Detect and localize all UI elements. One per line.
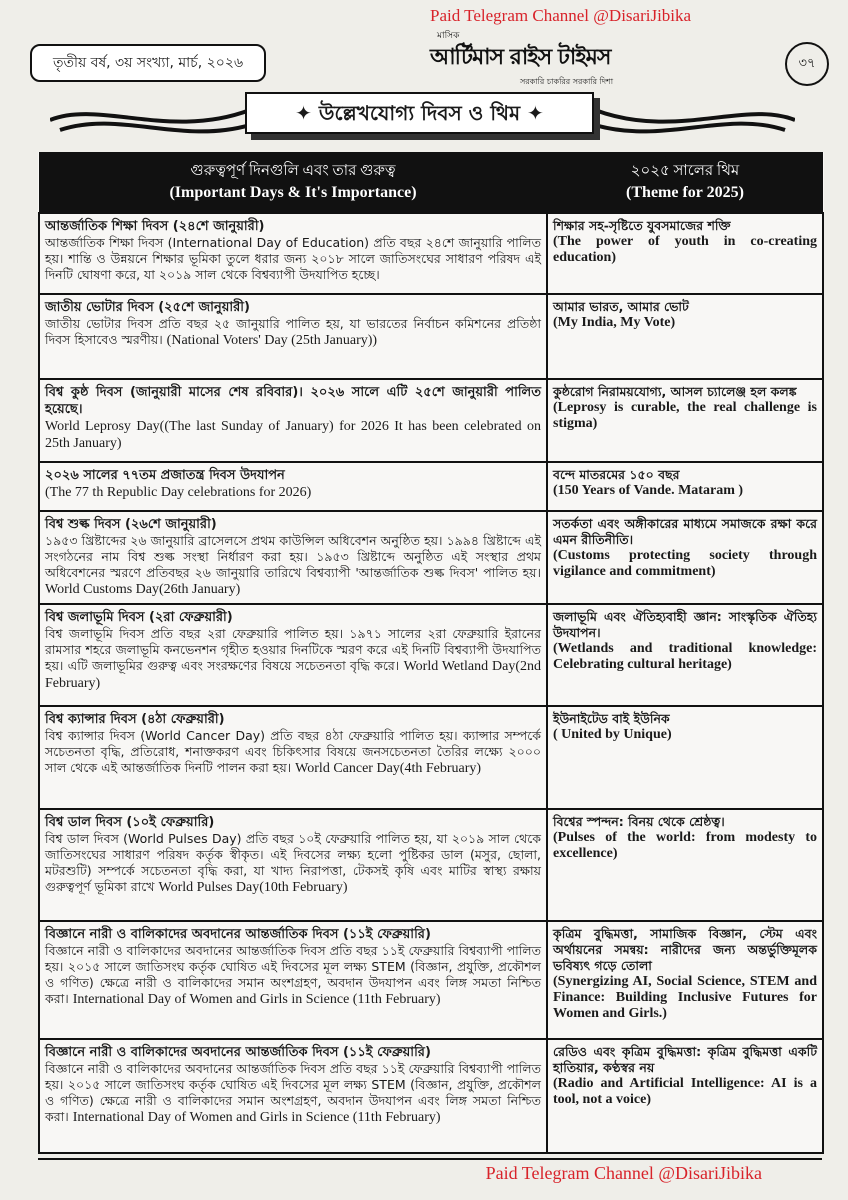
theme-english: (The power of youth in co-creating education) xyxy=(553,234,817,265)
theme-english: (Synergizing AI, Social Science, STEM and Finance: Building Inclusive Futures for Women and Girls.) xyxy=(553,974,817,1021)
table-row xyxy=(39,511,823,604)
day-description: বিশ্ব ক্যান্সার দিবস (World Cancer Day) প্রতি বছর ৪ঠা ফেব্রুয়ারি পালিত হয়। ক্যান্সার সম্পর্কে সচেতনতা বৃদ্ধি, প্রতিরোধ, শনাক্তকরণ এবং চিকিৎসার বিষয়ে জনসচেতনতা তৈরির লক্ষ্যে ২০০০ সাল থেকে এই আন্তর্জাতিক দিনটি পালন করা হয়। xyxy=(45,728,541,775)
day-english: World Pulses Day(10th February) xyxy=(158,880,348,895)
day-english: World Customs Day(26th January) xyxy=(45,582,241,597)
theme-english: (Leprosy is curable, the real challenge is stigma) xyxy=(553,400,817,431)
day-cell xyxy=(39,809,547,921)
brand-tag: মাসিক xyxy=(437,31,460,41)
day-cell xyxy=(39,213,547,294)
theme-cell xyxy=(547,379,823,462)
day-title: বিজ্ঞানে নারী ও বালিকাদের অবদানের আন্তর্জাতিক দিবস (১১ই ফেব্রুয়ারি) xyxy=(45,927,431,942)
day-cell xyxy=(39,604,547,706)
day-description: বিশ্ব ডাল দিবস (World Pulses Day) প্রতি বছর ১০ই ফেব্রুয়ারি পালিত হয়, যা ২০১৯ সাল থেকে জাতিসংঘের সাধারণ পরিষদ কর্তৃক স্বীকৃত। এই দিবসের লক্ষ্য হলো পুষ্টিকর ডাল (মসুর, ছোলা, মটরশুটি) সম্পর্কে সচেতনতা বৃদ্ধি করা, যা খাদ্য নিরাপত্তা, টেকসই কৃষি এবং মাটির স্বাস্থ্য রক্ষায় গুরুত্বপূর্ণ ভূমিকা রাখে xyxy=(45,831,541,894)
theme-bengali: রেডিও এবং কৃত্রিম বুদ্ধিমত্তা: কৃত্রিম বুদ্ধিমত্তা একটি হাতিয়ার, কণ্ঠস্বর নয় xyxy=(553,1044,817,1075)
theme-cell xyxy=(547,511,823,604)
watermark-bottom: Paid Telegram Channel @DisariJibika xyxy=(485,1163,762,1183)
left-swirl-ornament xyxy=(50,100,250,140)
theme-bengali: বিশ্বের স্পন্দন: বিনয় থেকে শ্রেষ্ঠত্ব। xyxy=(553,814,725,829)
day-english: World Wetland Day(2nd February) xyxy=(45,659,541,691)
theme-bengali: কুষ্ঠরোগ নিরাময়যোগ্য, আসল চ্যালেঞ্জ হল কলঙ্ক xyxy=(553,384,797,399)
day-description: আন্তর্জাতিক শিক্ষা দিবস (International Day of Education) প্রতি বছর ২৪শে জানুয়ারি পালিত হয়। শান্তি ও উন্নয়নে শিক্ষার ভূমিকা তুলে ধরার জন্য ২০১৮ সালে জাতিসংঘের সাধারণ পরিষদ এই দিনটি ঘোষণা করে, যা ২০১৯ সাল থেকে বিশ্বব্যাপী উদযাপিত হচ্ছে। xyxy=(45,235,541,282)
day-english: (The 77 th Republic Day celebrations for 2026) xyxy=(45,485,312,500)
day-title: বিশ্ব শুল্ক দিবস (২৬শে জানুয়ারী) xyxy=(45,517,217,532)
day-title: আন্তর্জাতিক শিক্ষা দিবস (২৪শে জানুয়ারী) xyxy=(45,219,265,234)
day-cell xyxy=(39,462,547,511)
day-cell xyxy=(39,706,547,809)
brand-subtitle: সরকারি চাকরির সরকারি দিশা xyxy=(520,77,614,86)
theme-bengali: আমার ভারত, আমার ভোট xyxy=(553,299,689,314)
day-english: International Day of Women and Girls in Science (11th February) xyxy=(72,1110,441,1125)
day-cell xyxy=(39,921,547,1039)
theme-cell xyxy=(547,462,823,511)
day-cell xyxy=(39,1039,547,1153)
watermark-top: Paid Telegram Channel @DisariJibika xyxy=(430,6,692,25)
theme-cell xyxy=(547,604,823,706)
table-row xyxy=(39,462,823,511)
table-row xyxy=(39,604,823,706)
day-cell xyxy=(39,294,547,379)
day-title: জাতীয় ভোটার দিবস (২৫শে জানুয়ারী) xyxy=(45,300,250,315)
theme-bengali: বন্দে মাতরমের ১৫০ বছর xyxy=(553,467,680,482)
theme-bengali: জলাভূমি এবং ঐতিহ্যবাহী জ্ঞান: সাংস্কৃতিক ঐতিহ্য উদযাপন। xyxy=(553,609,817,640)
table-row xyxy=(39,294,823,379)
page-number: ৩৭ xyxy=(785,42,829,86)
table-row xyxy=(39,213,823,294)
bottom-rule xyxy=(38,1158,822,1160)
section-title: ✦ উল্লেখযোগ্য দিবস ও থিম ✦ xyxy=(245,92,594,134)
theme-bengali: কৃত্রিম বুদ্ধিমত্তা, সামাজিক বিজ্ঞান, স্টেম এবং অর্থায়নের সমন্বয়: নারীদের জন্য অন্তর্ভুক্তিমূলক ভবিষ্যৎ গড়ে তোলা xyxy=(553,926,817,973)
column-header-theme: ২০২৫ সালের থিম (Theme for 2025) xyxy=(547,152,823,213)
day-english: World Cancer Day(4th February) xyxy=(295,761,482,776)
column-header-days: গুরুত্বপূর্ণ দিনগুলি এবং তার গুরুত্ব (Important Days & It's Importance) xyxy=(39,152,547,213)
day-cell xyxy=(39,379,547,462)
theme-cell xyxy=(547,706,823,809)
theme-english: (Customs protecting society through vigilance and commitment) xyxy=(553,548,817,579)
day-description: বিজ্ঞানে নারী ও বালিকাদের অবদানের আন্তর্জাতিক দিবস প্রতি বছর ১১ই ফেব্রুয়ারি বিশ্বব্যাপী পালিত হয়। ২০১৫ সালে জাতিসংঘ কর্তৃক ঘোষিত এই দিবসের মূল লক্ষ্য STEM (বিজ্ঞান, প্রযুক্তি, প্রকৌশল ও গণিত) ক্ষেত্রে নারী ও বালিকাদের সমান অংশগ্রহণ, অবদান উদযাপন এবং লিঙ্গ সমতা নিশ্চিত করা। xyxy=(45,943,541,1006)
theme-english: (Wetlands and traditional knowledge: Celebrating cultural heritage) xyxy=(553,641,817,672)
day-title: বিশ্ব কুষ্ঠ দিবস (জানুয়ারী মাসের শেষ রবিবার)। ২০২৬ সালে এটি ২৫শে জানুয়ারী পালিত হয়েছে। xyxy=(45,385,541,417)
day-english: International Day of Women and Girls in Science (11th February) xyxy=(72,992,441,1007)
main-content xyxy=(38,152,822,1184)
theme-bengali: শিক্ষার সহ-সৃষ্টিতে যুবসমাজের শক্তি xyxy=(553,218,731,233)
theme-english: (Radio and Artificial Intelligence: AI is a tool, not a voice) xyxy=(553,1076,817,1107)
table-row xyxy=(39,379,823,462)
issue-label: তৃতীয় বর্ষ, ৩য় সংখ্যা, মার্চ, ২০২৬ xyxy=(30,44,266,82)
important-days-table xyxy=(38,152,824,1154)
theme-bengali: সতর্কতা এবং অঙ্গীকারের মাধ্যমে সমাজকে রক্ষা করে এমন রীতিনীতি। xyxy=(553,516,817,547)
theme-english: (150 Years of Vande. Mataram ) xyxy=(553,483,744,498)
day-description: ১৯৫৩ খ্রিষ্টাব্দের ২৬ জানুয়ারি ব্রাসেলসে প্রথম কাউন্সিল অধিবেশন অনুষ্ঠিত হয়। ১৯৯৪ খ্রিষ্টাব্দে এই সংগঠনের নাম বিশ্ব শুল্ক সংস্থা নির্ধারণ করা হয়। ১৯৫৩ খ্রিষ্টাব্দে অনুষ্ঠিত এই সংস্থার প্রথম অধিবেশনের স্মরণে প্রতিবছর ২৬ জানুয়ারি তারিখে বিশ্বব্যাপী 'আন্তর্জাতিক শুল্ক দিবস' পালিত হয়। xyxy=(45,533,541,580)
theme-cell xyxy=(547,213,823,294)
day-title: বিশ্ব ডাল দিবস (১০ই ফেব্রুয়ারি) xyxy=(45,815,215,830)
theme-cell xyxy=(547,921,823,1039)
day-description: জাতীয় ভোটার দিবস প্রতি বছর ২৫ জানুয়ারি পালিত হয়, যা ভারতের নির্বাচন কমিশনের প্রতিষ্ঠা দিবস হিসাবেও স্মরণীয়। xyxy=(45,316,541,347)
day-title: বিশ্ব জলাভূমি দিবস (২রা ফেব্রুয়ারী) xyxy=(45,610,233,625)
table-row xyxy=(39,706,823,809)
theme-cell xyxy=(547,809,823,921)
magazine-logo: আর্টিমাস রাইস টাইমস xyxy=(430,45,611,70)
theme-english: (My India, My Vote) xyxy=(553,315,676,330)
table-row xyxy=(39,809,823,921)
day-description: বিশ্ব জলাভূমি দিবস প্রতি বছর ২রা ফেব্রুয়ারি পালিত হয়। ১৯৭১ সালের ২রা ফেব্রুয়ারি ইরানের রামসার শহরে জলাভূমি কনভেনশন গৃহীত হওয়ার দিনটিকে স্মরণ করে এই দিনটি বিশ্বব্যাপী উদযাপিত হয়। এটি জলাভূমির গুরুত্ব এবং সংরক্ষণের বিষয়ে সচেতনতা বৃদ্ধি করে। xyxy=(45,626,541,673)
day-title: ২০২৬ সালের ৭৭তম প্রজাতন্ত্র দিবস উদযাপন xyxy=(45,468,285,483)
day-description: বিজ্ঞানে নারী ও বালিকাদের অবদানের আন্তর্জাতিক দিবস প্রতি বছর ১১ই ফেব্রুয়ারি বিশ্বব্যাপী পালিত হয়। ২০১৫ সালে জাতিসংঘ কর্তৃক ঘোষিত এই দিবসের মূল লক্ষ্য STEM (বিজ্ঞান, প্রযুক্তি, প্রকৌশল ও গণিত) ক্ষেত্রে নারী ও বালিকাদের সমান অংশগ্রহণ, অবদান উদযাপন এবং লিঙ্গ সমতা নিশ্চিত করা। xyxy=(45,1061,541,1124)
table-row xyxy=(39,1039,823,1153)
theme-cell xyxy=(547,294,823,379)
theme-english: (Pulses of the world: from modesty to excellence) xyxy=(553,830,817,861)
table-row xyxy=(39,921,823,1039)
right-swirl-ornament xyxy=(595,100,795,140)
day-english: World Leprosy Day((The last Sunday of January) for 2026 It has been celebrated on 25th January) xyxy=(45,419,541,451)
day-english: (National Voters' Day (25th January)) xyxy=(166,333,378,348)
theme-english: ( United by Unique) xyxy=(553,727,672,742)
day-title: বিজ্ঞানে নারী ও বালিকাদের অবদানের আন্তর্জাতিক দিবস (১১ই ফেব্রুয়ারি) xyxy=(45,1045,431,1060)
theme-bengali: ইউনাইটেড বাই ইউনিক xyxy=(553,711,670,726)
theme-cell xyxy=(547,1039,823,1153)
day-title: বিশ্ব ক্যান্সার দিবস (৪ঠা ফেব্রুয়ারী) xyxy=(45,712,225,727)
day-cell xyxy=(39,511,547,604)
